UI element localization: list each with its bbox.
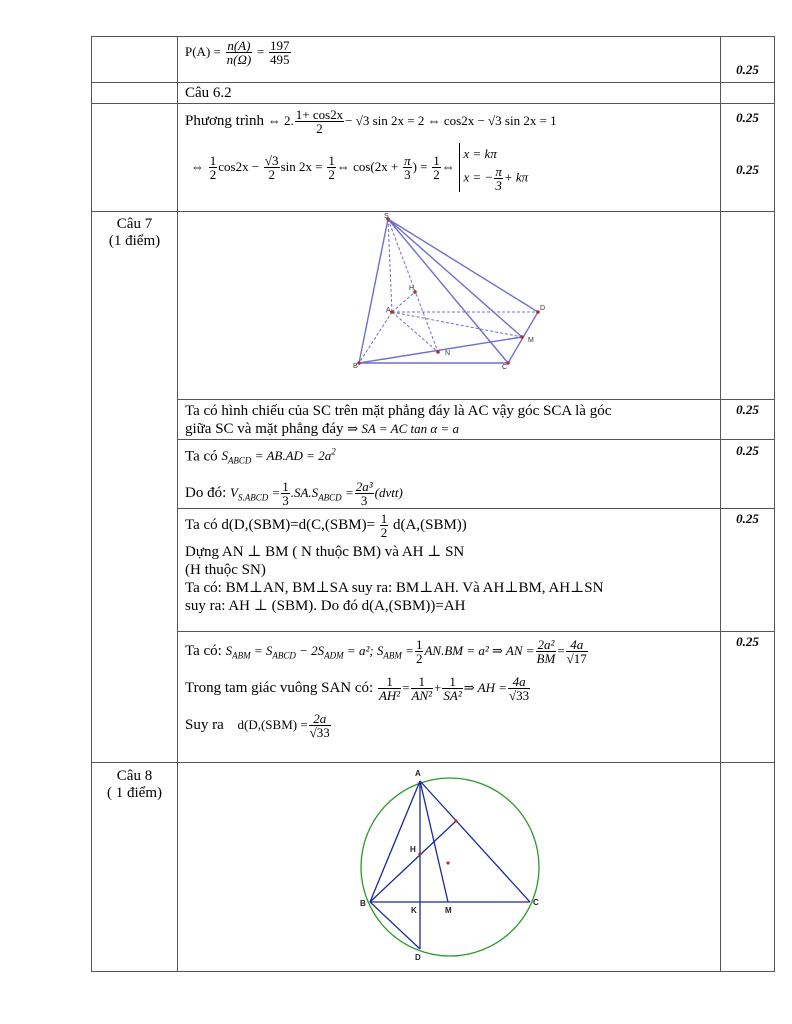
label-d: D <box>415 953 421 962</box>
cau7-p4-line1: Ta có: $S_{ABM} = S_{ABCD} - 2S_{ADM} = a^2$; $S_{ABM}$ = $\frac{1}{2}$ AN.BM = a² ⇒ AN = $\frac{\text{2a²}}{BM}$ = $\frac{4a}{√17}$ <box>185 637 587 666</box>
cau8-title: Câu 8 <box>116 768 153 784</box>
point-n <box>436 350 440 354</box>
point-foot <box>454 819 457 822</box>
cau7-p3-line2: Dựng AN ⊥ BM ( N thuộc BM) và AH ⊥ SN <box>185 544 465 560</box>
cau7-p1-line1: Ta có hình chiếu của SC trên mặt phẳng đáy là AC vậy góc SCA là góc <box>185 403 612 419</box>
probability-formula: P(A) = $\frac{n(A)}{n(\Omega)}$ = $\frac{197}{495}$ <box>185 38 290 67</box>
point-b <box>357 361 361 365</box>
row-cau7-p3 <box>92 509 775 632</box>
cau7-p3-line4: Ta có: BM⊥AN, BM⊥SA suy ra: BM⊥AH. Và AH⊥BM, AH⊥SN <box>185 580 604 596</box>
equation-line-2: ⇔ $\frac{1}{2}$ cos2x − $\frac{√3}{2}$ sin 2x = $\frac{1}{2}$ ⇔ cos(2x + $\frac{\pi}{3}$ ) = $\frac{1}{2}$ ⇔ x = kπ x = − $\frac{\pi}{3}$ + kπ <box>185 143 716 192</box>
score-row1: 0.25 <box>736 62 759 77</box>
score-row3: 0.25 <box>736 110 759 125</box>
score-cau7-p1: 0.25 <box>736 402 759 417</box>
row-cau7-p2 <box>92 440 775 509</box>
label-m: M <box>445 906 452 915</box>
label-h: H <box>409 285 415 292</box>
cau7-p1-line2: giữa SC và mặt phẳng đáy ⇒ SA = AC tan α = a <box>185 421 459 437</box>
cau7-p4-line2: Trong tam giác vuông SAN có: $\frac{1}{\text{AH²}}$ = $\frac{1}{\text{AN²}}$ + $\frac{1}{\text{SA²}}$ ⇒ AH = $\frac{4a}{√33}$ <box>185 674 530 703</box>
cau7-p2-line1: Ta có $S_{ABCD} = AB.AD = 2a^2$ <box>185 447 336 466</box>
label-d: D <box>540 305 546 312</box>
label-c: C <box>502 364 508 371</box>
edge-sd <box>388 219 538 312</box>
row-probability <box>92 37 775 83</box>
solution-table <box>91 36 775 972</box>
cau7-p3-line5: suy ra: AH ⊥ (SBM). Do đó d(A,(SBM))=AH <box>185 598 466 614</box>
segment-ab <box>370 781 420 902</box>
segment-bh <box>370 821 456 902</box>
score-cau7-p2: 0.25 <box>736 443 759 458</box>
cau7-p3-line3: (H thuộc SN) <box>185 562 266 578</box>
label-s: S <box>384 213 389 220</box>
cau8-points: ( 1 điểm) <box>107 785 162 801</box>
label-a: A <box>415 769 421 778</box>
segment-ac <box>420 781 530 902</box>
row-cau7-figure <box>92 212 775 400</box>
row-equation <box>92 104 775 212</box>
circumcircle <box>361 778 539 956</box>
row-cau8 <box>92 763 775 972</box>
label-b: B <box>360 899 366 908</box>
circle-triangle-figure <box>178 763 718 966</box>
cau7-p3-line1: Ta có d(D,(SBM)=d(C,(SBM)= $\frac{1}{2}$ d(A,(SBM)) <box>185 511 467 540</box>
row-cau-6-2 <box>92 83 775 104</box>
edge-ah <box>392 292 415 312</box>
cau-6-2-label: Câu 6.2 <box>185 85 232 101</box>
label-n: N <box>445 350 451 357</box>
cau7-p4-line3: Suy ra d(D,(SBM) = $\frac{2a}{√33}$ <box>185 711 330 740</box>
point-h <box>418 852 421 855</box>
edge-sb <box>359 219 388 363</box>
label-h: H <box>410 845 416 854</box>
score-cau7-p4: 0.25 <box>736 634 759 649</box>
pyramid-figure <box>178 212 718 394</box>
label-k: K <box>411 906 417 915</box>
cau7-label-cell <box>92 212 178 763</box>
label-c: C <box>533 898 539 907</box>
cau7-p2-line2: Do đó: $V_{S.ABCD}$ = $\frac{1}{3}$ $.SA.S_{ABCD}$ = $\frac{\text{2a³}}{3}$ (dvtt) <box>185 478 403 508</box>
label-m: M <box>528 337 534 344</box>
solution-set: x = kπ x = − $\frac{\pi}{3}$ + kπ <box>459 143 529 192</box>
point-m <box>520 335 524 339</box>
edge-sm <box>388 219 522 337</box>
label-a: A <box>386 307 391 314</box>
edge-an <box>392 312 438 352</box>
equation-line-1: Phương trình ⇔ 2. $\frac{1+ \cos 2x}{2}$ − √3 sin 2x = 2 ⇔ cos2x − √3 sin 2x = 1 <box>185 107 557 136</box>
point-a <box>390 310 394 314</box>
edge-sa <box>388 219 392 312</box>
label-b: B <box>353 363 358 370</box>
row-cau7-p1 <box>92 400 775 440</box>
cau8-label-cell <box>92 763 178 972</box>
cau7-points: (1 điểm) <box>108 233 161 249</box>
point-center <box>446 861 449 864</box>
edge-am <box>392 312 522 337</box>
cau7-title: Câu 7 <box>116 216 153 232</box>
score-row4: 0.25 <box>736 162 759 177</box>
score-cau7-p3: 0.25 <box>736 511 759 526</box>
probability-cell <box>178 37 721 83</box>
row-cau7-p4 <box>92 632 775 763</box>
